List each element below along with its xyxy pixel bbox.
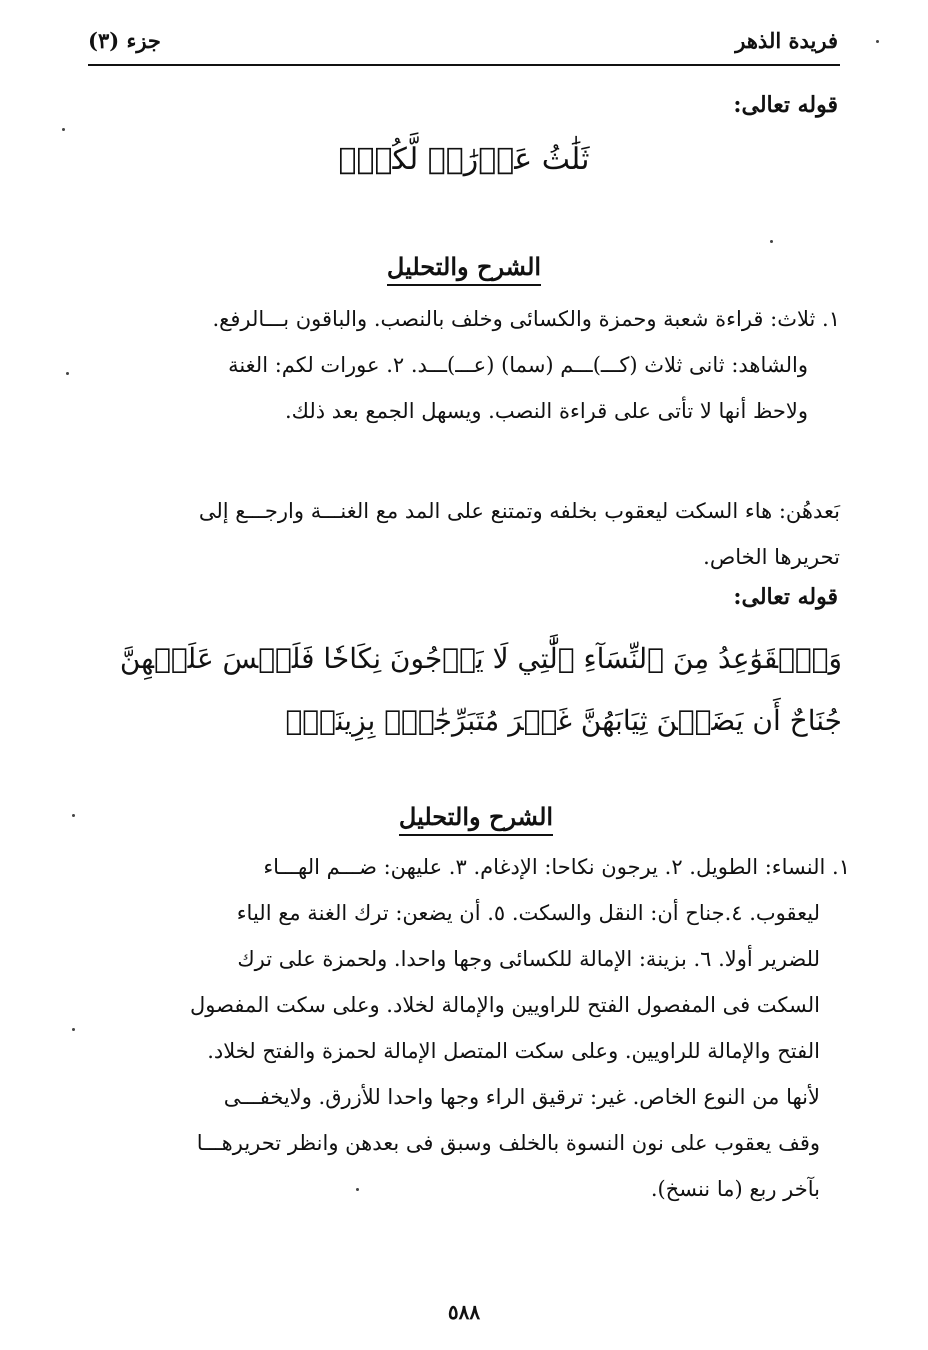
scan-speck <box>62 128 65 131</box>
note-line: بَعدهُن: هاء السكت ليعقوب بخلفه وتمتنع على المد مع الغنـــة وارجـــع إلى <box>198 499 840 523</box>
section2-verse-line: جُنَاحٌ أَن يَضَعۡنَ ثِيَابَهُنَّ غَيۡرَ مُتَبَرِّجَٰتِۭ بِزِينَةٖۖ <box>285 704 842 737</box>
part-number: جزء (٣) <box>88 28 161 53</box>
section2-heading <box>276 802 676 831</box>
scan-speck <box>876 40 879 43</box>
section1-line: والشاهد: ثانى ثلاث (كـــ)ـــم (سما) (عـــ)ـــد. ٢. عورات لكم: الغنة <box>228 353 808 377</box>
section2-verse <box>100 628 842 752</box>
section2-line: الفتح والإمالة للراويين. وعلى سكت المتصل الإمالة لحمزة والفتح لخلاد. <box>207 1039 820 1063</box>
section1-heading <box>264 252 664 281</box>
section2-verse-line: وَٱلۡقَوَٰعِدُ مِنَ ٱلنِّسَآءِ ٱلَّٰتِي لَا يَرۡجُونَ نِكَاحٗا فَلَيۡسَ عَلَيۡهِنَّ <box>119 642 842 675</box>
scan-speck <box>72 1028 75 1031</box>
page-number: ٥٨٨ <box>447 1300 481 1324</box>
section2-line: وقف يعقوب على نون النسوة بالخلف وسبق فى بعدهن وانظر تحريرهـــا <box>196 1131 820 1155</box>
scan-speck <box>66 372 69 375</box>
section1-body <box>90 296 840 434</box>
scan-speck <box>770 240 773 243</box>
note-line: تحريرها الخاص. <box>703 545 840 569</box>
section2-label: قوله تعالى: <box>733 584 838 610</box>
section2-line: السكت فى المفصول الفتح للراويين والإمالة لخلاد. وعلى سكت المفصول <box>190 993 820 1017</box>
note-body <box>90 488 840 580</box>
scan-speck <box>356 1188 359 1191</box>
section1-label: قوله تعالى: <box>733 92 838 118</box>
section2-line: لأنها من النوع الخاص. غير: ترقيق الراء وجها واحدا للأزرق. ولايخفـــى <box>223 1085 820 1109</box>
section2-body <box>100 844 850 1212</box>
section2-line: للضرير أولا. ٦. بزينة: الإمالة للكسائى وجها واحدا. ولحمزة على ترك <box>237 947 820 971</box>
section1-line: ولاحظ أنها لا تأتى على قراءة النصب. ويسهل الجمع بعد ذلك. <box>284 399 808 423</box>
page-header <box>88 24 840 66</box>
section2-line: بآخر ربع (ما ننسخ). <box>650 1177 820 1201</box>
book-title: فريدة الذهر <box>735 28 838 53</box>
section1-verse: ثَلَٰثُ عَوۡرَٰتٖ لَّكُمۡۚ <box>338 142 590 177</box>
scan-speck <box>72 814 75 817</box>
section1-line: ١. ثلاث: قراءة شعبة وحمزة والكسائى وخلف بالنصب. والباقون بـــالرفع. <box>212 307 840 331</box>
section2-line: ليعقوب. ٤.جناح أن: النقل والسكت. ٥. أن يضعن: ترك الغنة مع الياء <box>236 901 820 925</box>
section2-heading-text: الشرح والتحليل <box>399 802 553 836</box>
section2-line: ١. النساء: الطويل. ٢. يرجون نكاحا: الإدغام. ٣. عليهن: ضـــم الهـــاء <box>263 855 850 879</box>
section1-heading-text: الشرح والتحليل <box>387 252 541 286</box>
